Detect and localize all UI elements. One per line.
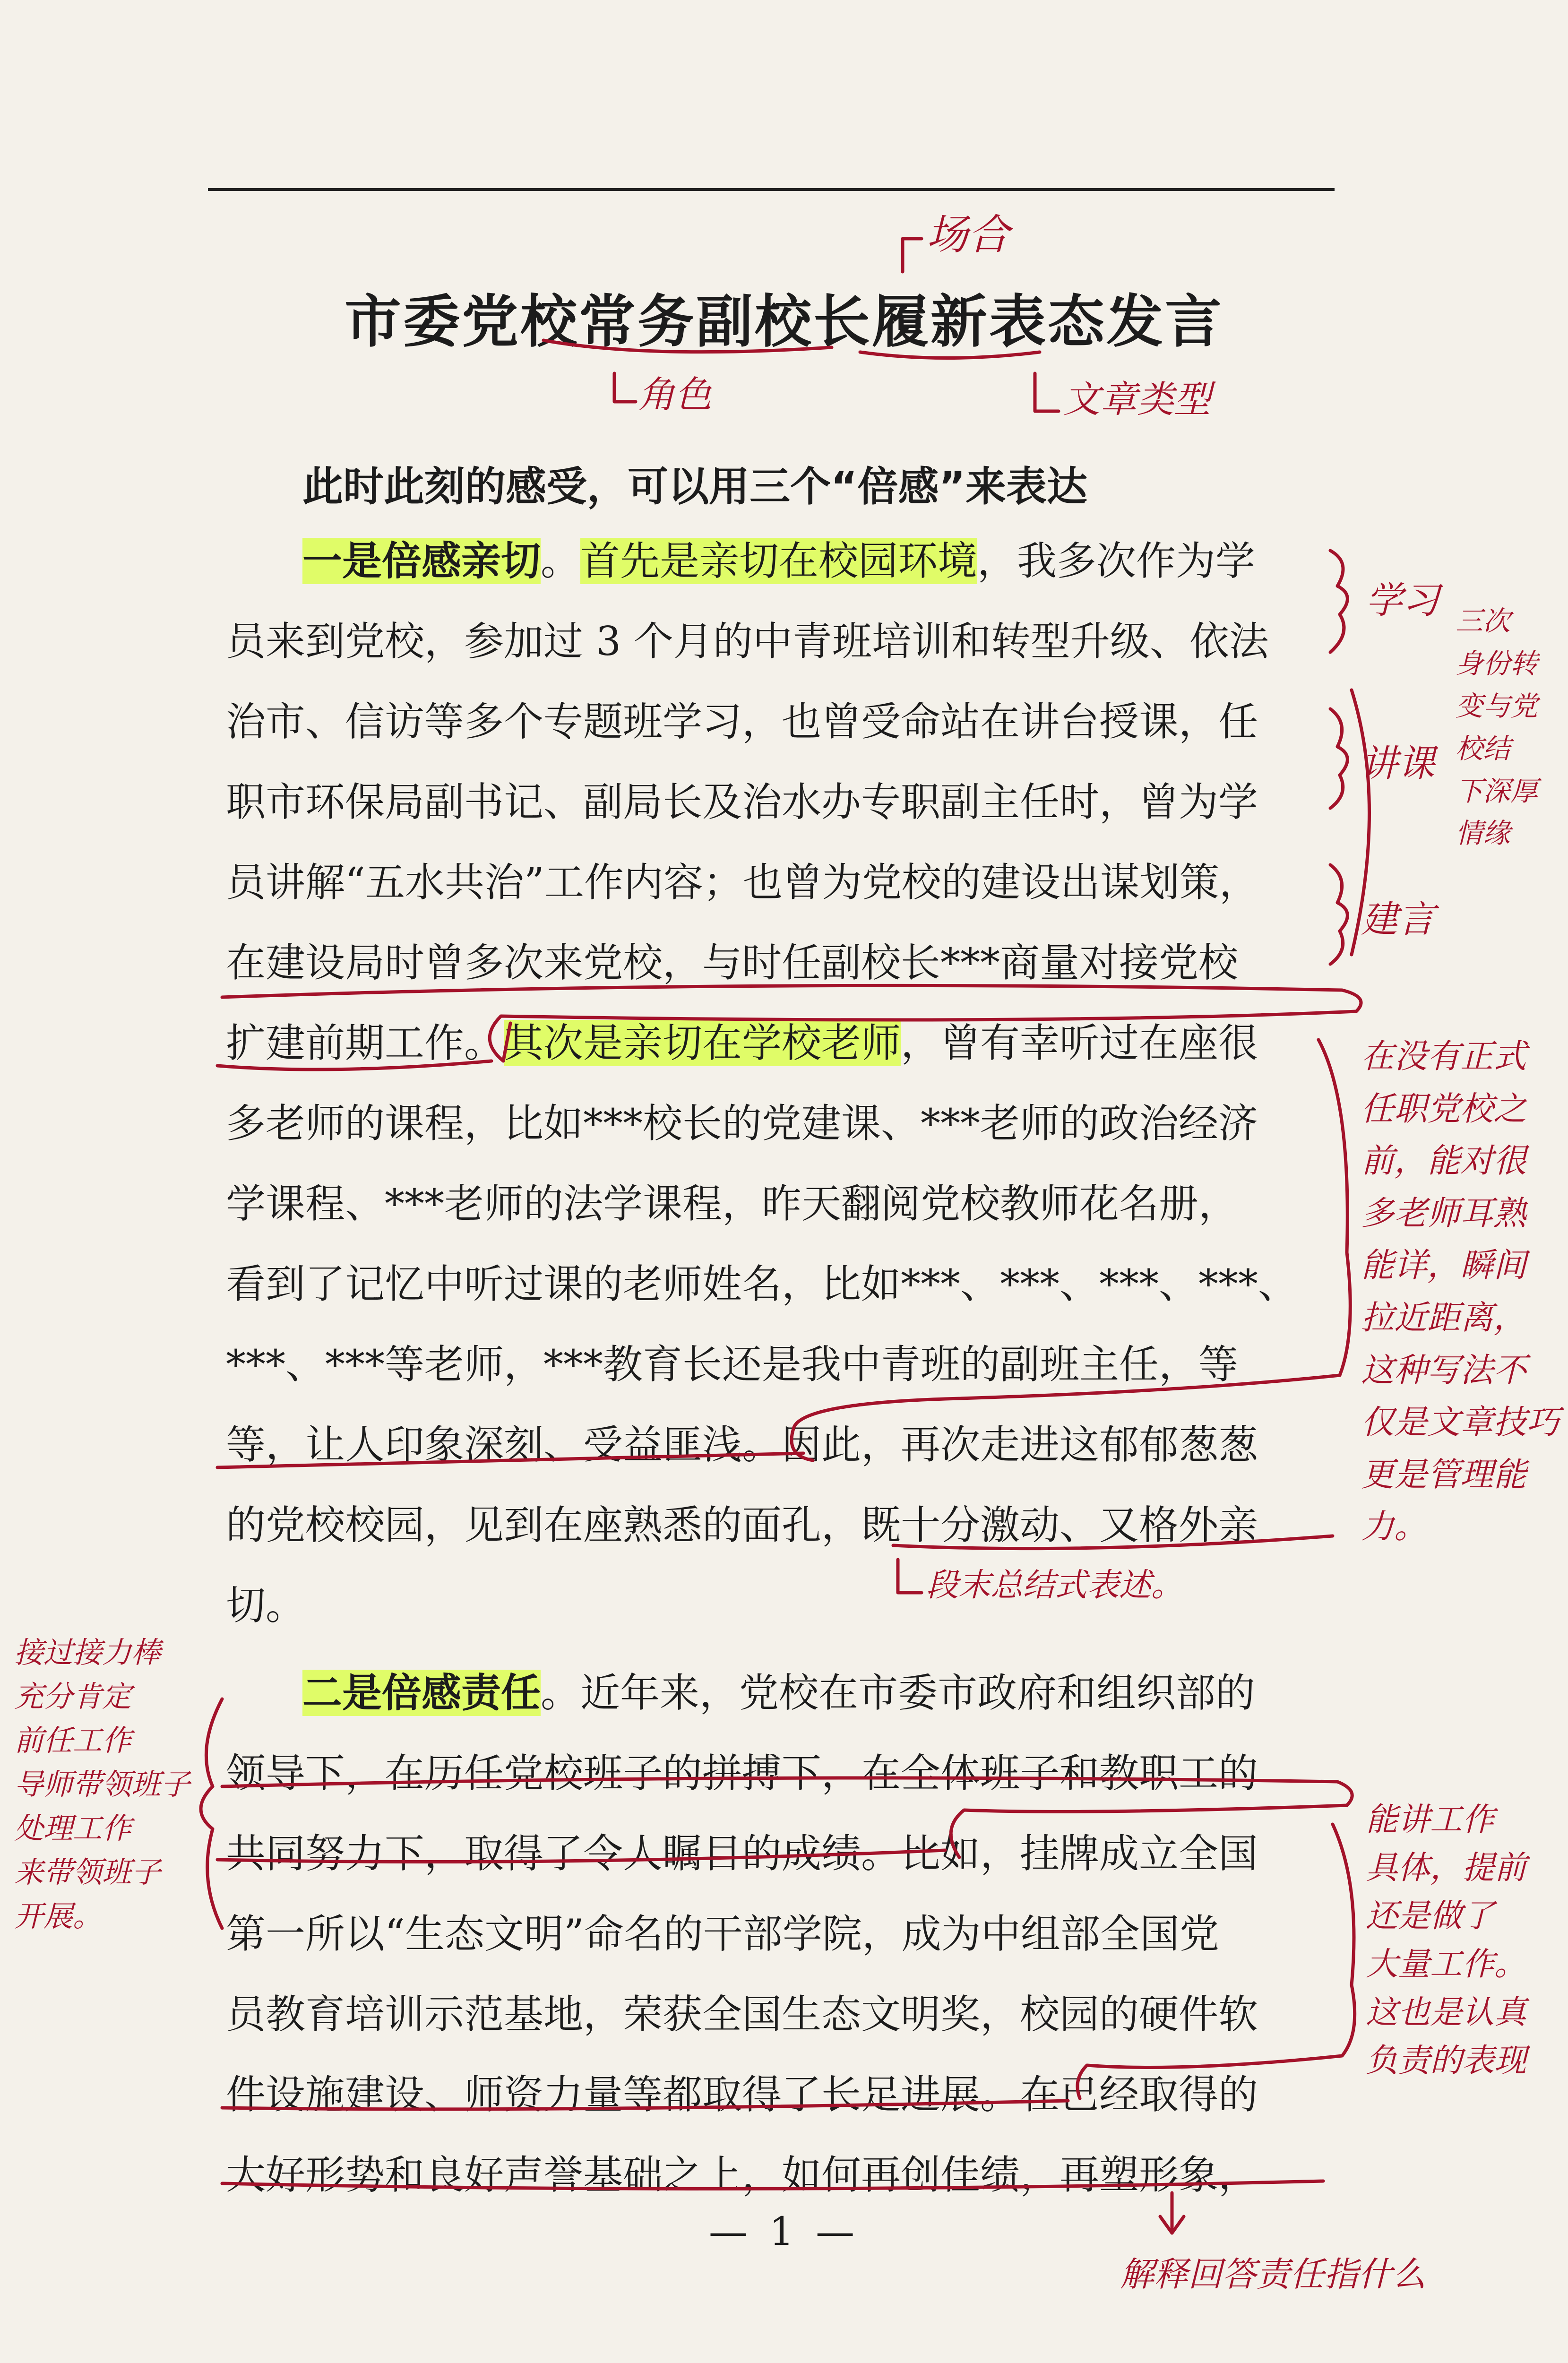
paragraph-1-line-14: 切。 [226,1582,306,1629]
advice-brace [1330,865,1347,964]
title-occasion-bracket [903,239,922,272]
title-role-bracket [614,373,636,402]
title-type-bracket [1035,373,1059,411]
sub-point-campus: 首先是亲切在校园环境 [580,538,978,584]
paragraph-1-line-2: 员来到党校，参加过 3 个月的中青班培训和转型升级、依法 [226,618,1269,664]
paragraph-1-line-12: 等，让人印象深刻、受益匪浅。因此，再次走进这郁郁葱葱 [226,1422,1258,1468]
paragraph-1-line-3: 治市、信访等多个专题班学习，也曾受命站在讲台授课，任 [226,699,1258,745]
paragraph-1-line-13: 的党校校园，见到在座熟悉的面孔，既十分激动、又格外亲 [226,1502,1258,1548]
paragraph-2-line-6: 件设施建设、师资力量等都取得了长足进展。在已经取得的 [226,2071,1258,2118]
paragraph-2-line-4: 第一所以“生态文明”命名的干部学院，成为中组部全国党 [226,1911,1219,1957]
paragraph-1-line-10: 看到了记忆中听过课的老师姓名，比如***、***、***、***、 [226,1261,1298,1307]
paragraph-1-line-9: 学课程、***老师的法学课程，昨天翻阅党校教师花名册， [226,1181,1239,1227]
paragraph-2-line-5: 员教育培训示范基地，荣获全国生态文明奖，校园的硬件软 [226,1991,1258,2037]
paragraph-2-line-2: 领导下，在历任党校班子的拼搏下，在全体班子和教职工的 [226,1750,1258,1796]
lecture-brace [1330,709,1347,808]
note-title-occasion: 场合 [926,210,1010,259]
note-work: 能讲工作 具体，提前 还是做了 大量工作。 这也是认真 负责的表现 [1366,1801,1527,2079]
note-summary-phrase: 段末总结式表述。 [926,1567,1184,1604]
note-lecture: 讲课 [1361,742,1435,785]
paragraph-2-line-3: 共同努力下，取得了令人瞩目的成绩。比如，挂牌成立全国 [226,1830,1258,1877]
paragraph-1-line-6: 在建设局时曾多次来党校，与时任副校长***商量对接党校 [226,940,1239,986]
note-three-times: 三次 身份转 变与党 校结 下深厚 情缘 [1456,605,1538,850]
note-title-role: 角色 [638,374,712,416]
note-bottom: 解释回答责任指什么 [1120,2254,1427,2294]
page-title: 市委党校常务副校长履新表态发言 [345,289,1223,355]
note-advice: 建言 [1361,898,1435,941]
page-number: — 1 — [708,2209,860,2254]
sub-point-teachers: 其次是亲切在学校老师 [504,1020,901,1066]
period: 。 [541,538,581,584]
study-brace [1330,551,1347,652]
note-teachers: 在没有正式 任职党校之 前，能对很 多老师耳熟 能详，瞬间 拉近距离， 这种写法不 仅是文章技巧 更是管理能 力。 [1361,1037,1559,1546]
subtitle: 此时此刻的感受，可以用三个“倍感”来表达 [302,463,1088,510]
paragraph-1-line-1: 一是倍感亲切。首先是亲切在校园环境，我多次作为学 [302,538,1256,584]
note-study: 学习 [1366,579,1440,622]
paragraph-1-line-7: 扩建前期工作。其次是亲切在学校老师，曾有幸听过在座很 [226,1020,1258,1066]
note-title-type: 文章类型 [1063,379,1211,421]
paragraph-2-line-7: 大好形势和良好声誉基础之上，如何再创佳绩，再塑形象， [226,2152,1258,2198]
point-two-heading: 二是倍感责任 [302,1670,541,1716]
summary-arrow [898,1560,922,1593]
header-rule [208,188,1335,191]
left-note-brace [201,1699,222,1928]
paragraph-1-line-5: 员讲解“五水共治”工作内容；也曾为党校的建设出谋划策， [226,859,1259,906]
paragraph-1-line-8: 多老师的课程，比如***校长的党建课、***老师的政治经济 [226,1100,1258,1147]
point-one-heading: 一是倍感亲切 [302,538,541,584]
paragraph-2-line-1: 二是倍感责任。近年来，党校在市委市政府和组织部的 [302,1670,1256,1716]
paragraph-1-line-4: 职市环保局副书记、副局长及治水办专职副主任时，曾为学 [226,779,1258,825]
note-left: 接过接力棒 充分肯定 前任工作 导师带领班子 处理工作 来带领班子 开展。 [14,1635,190,1933]
paragraph-1-line-11: ***、***等老师，***教育长还是我中青班的副班主任，等 [226,1341,1239,1388]
